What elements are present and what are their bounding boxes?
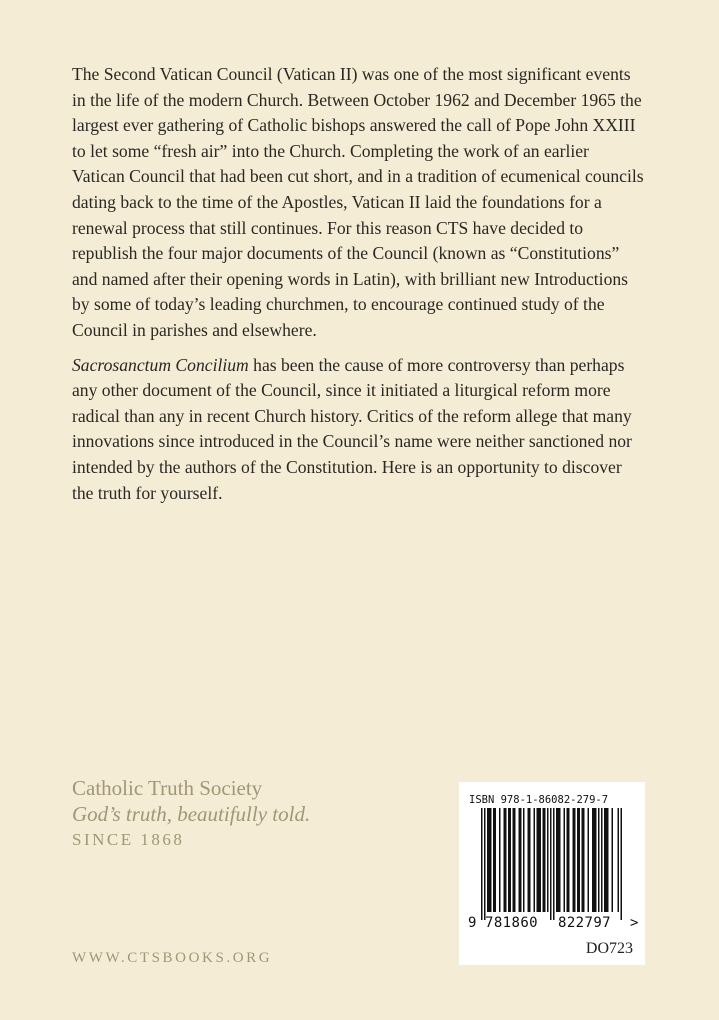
barcode-panel: [459, 782, 645, 965]
barcode-right-digits: 822797: [558, 915, 611, 931]
barcode-arrow: >: [630, 915, 639, 931]
barcode-left-digits: 781860: [485, 915, 538, 931]
document-title: Sacrosanctum Concilium: [72, 354, 249, 375]
publisher-tagline: God’s truth, beautifully told.: [72, 802, 311, 826]
blurb-paragraph-2: [72, 353, 644, 507]
publisher-name: Catholic Truth Society: [72, 776, 263, 800]
back-cover-blurb: [72, 62, 644, 515]
product-code: DO723: [585, 940, 633, 957]
blurb-paragraph-1: The Second Vatican Council (Vatican II) was one of the most significant events in the life of the modern Church. Between October 1962 and December 1965 the largest ever gathering of Catholic bishops answered the call of Pope John XXIII to let some “fresh air” into the Church. Completing the work of an earlier Vatican Council that had been cut short, and in a tradition of ecumenical councils dating back to the time of the Apostles, Vatican II laid the foundations for a renewal process that still continues. For this reason CTS have decided to republish the four major documents of the Council (known as “Constitutions” and named after their opening words in Latin), with brilliant new Introductions by some of today’s leading churchmen, to encourage continued study of the Council in parishes and elsewhere.: [72, 64, 644, 340]
barcode-lead-digit: 9: [468, 915, 477, 931]
isbn-label: ISBN 978-1-86082-279-7: [469, 794, 609, 806]
blurb-paragraph-2-text: has been the cause of more controversy than perhaps any other document of the Council, since it initiated a liturgical reform more radical than any in recent Church history. Critics of the reform allege that many innovations since introduced in the Council’s name were neither sanctioned nor intended by the authors of the Constitution. Here is an opportunity to discover the truth for yourself.: [72, 354, 632, 503]
publisher-block: [72, 775, 372, 853]
barcode-icon: [459, 782, 645, 932]
publisher-since: SINCE 1868: [72, 830, 185, 849]
website-url: WWW.CTSBOOKS.ORG: [72, 950, 273, 966]
